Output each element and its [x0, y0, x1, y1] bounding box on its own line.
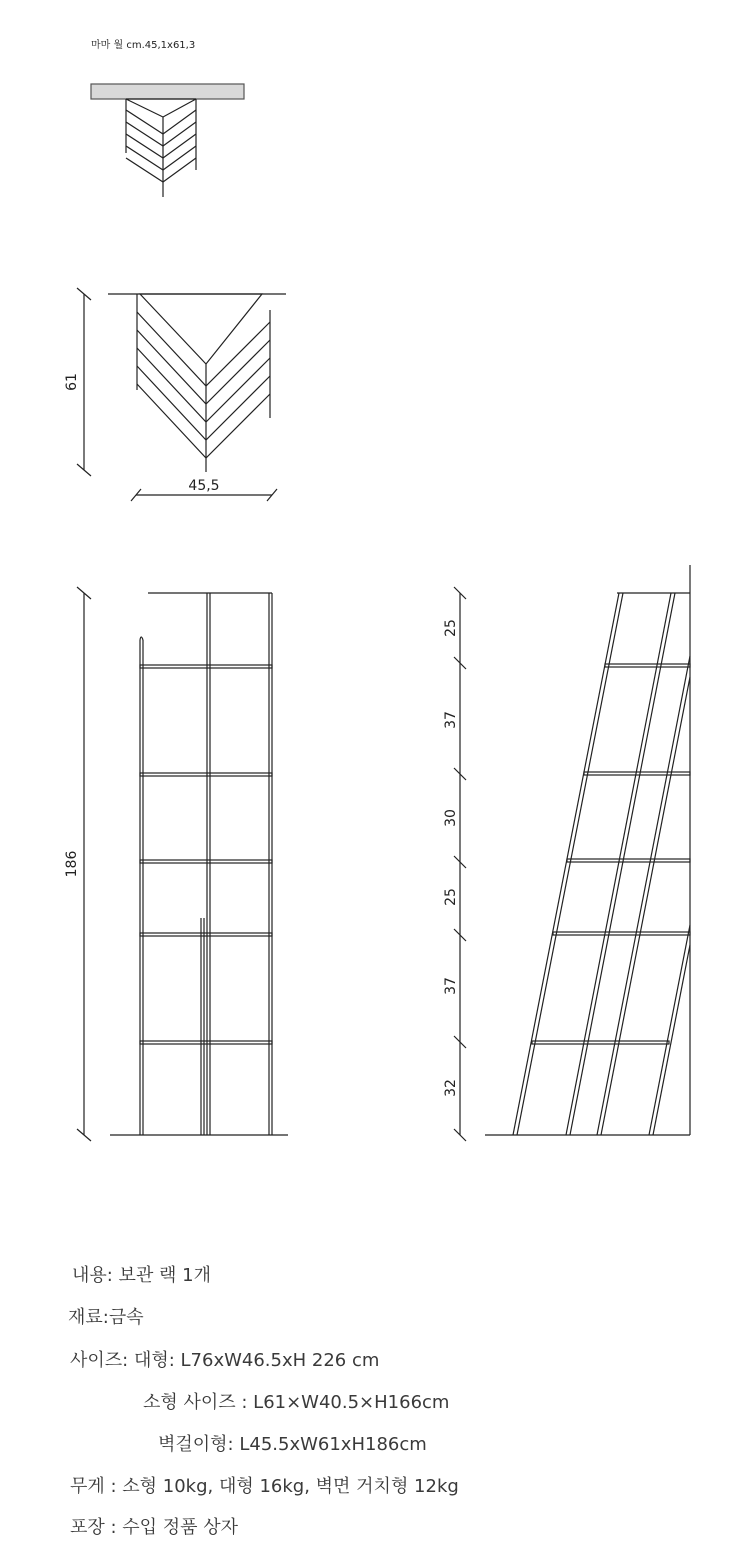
side-shelves [532, 664, 690, 1044]
shelf-line-2 [126, 122, 196, 146]
shelf [140, 665, 272, 668]
corner-shelf-4 [137, 366, 270, 440]
shelf [140, 933, 272, 936]
segment-label: 25 [443, 888, 459, 906]
corner-shelf-1 [137, 312, 270, 386]
shelf-line-4 [126, 146, 196, 170]
left-post-hook [140, 637, 143, 640]
segment-label: 37 [443, 977, 459, 995]
corner-shelf-2 [137, 330, 270, 404]
shelf [140, 860, 272, 863]
corner-shelf-3 [137, 348, 270, 422]
spec-size-small: 소형 사이즈 : L61×W40.5×H166cm [143, 1392, 450, 1413]
corner-shelf-5 [137, 384, 270, 458]
shelf-line-3 [126, 134, 196, 158]
front-shelves [140, 665, 272, 1044]
diagram-caption: 마마 월 cm.45,1x61,3 [91, 40, 196, 51]
rack-top-plate [126, 99, 196, 117]
segment-label: 25 [443, 619, 459, 637]
shelf [140, 1041, 272, 1044]
spec-contents: 내용: 보관 랙 1개 [72, 1265, 212, 1286]
shelf [567, 859, 690, 862]
side-leg-front-a [513, 593, 619, 1135]
wall-plan-view [91, 84, 244, 197]
side-leg-rear-a [649, 925, 690, 1135]
height-186-label: 186 [64, 850, 80, 878]
shelf [532, 1041, 669, 1044]
side-leg-mid-b [570, 593, 675, 1135]
spec-material: 재료:금속 [68, 1307, 144, 1328]
shelf-line-5 [126, 158, 196, 182]
front-elevation [77, 587, 288, 1141]
side-leg-rear-b [653, 945, 690, 1135]
shelf [605, 664, 690, 667]
width-45-5-label: 45,5 [188, 478, 220, 494]
shelf [553, 932, 690, 935]
spec-size-large: 사이즈: 대형: L76xW46.5xH 226 cm [70, 1350, 380, 1371]
dimensioned-corner-view [77, 288, 286, 501]
shelf [584, 772, 690, 775]
side-leg-mid-a [566, 593, 671, 1135]
shelf [140, 773, 272, 776]
segment-label: 32 [443, 1079, 459, 1097]
spec-weight: 무게 : 소형 10kg, 대형 16kg, 벽면 거치형 12kg [70, 1476, 459, 1497]
segment-label: 30 [443, 809, 459, 827]
height-61-label: 61 [64, 373, 80, 391]
segment-label: 37 [443, 711, 459, 729]
spec-size-wall: 벽걸이형: L45.5xW61xH186cm [158, 1434, 427, 1455]
side-leg-front-b [517, 593, 623, 1135]
spec-packaging: 포장 : 수입 정품 상자 [70, 1517, 239, 1538]
side-leg-back-a [597, 656, 690, 1135]
side-elevation [454, 565, 690, 1141]
wall-surface [91, 84, 244, 99]
shelf-line-1 [126, 110, 196, 134]
